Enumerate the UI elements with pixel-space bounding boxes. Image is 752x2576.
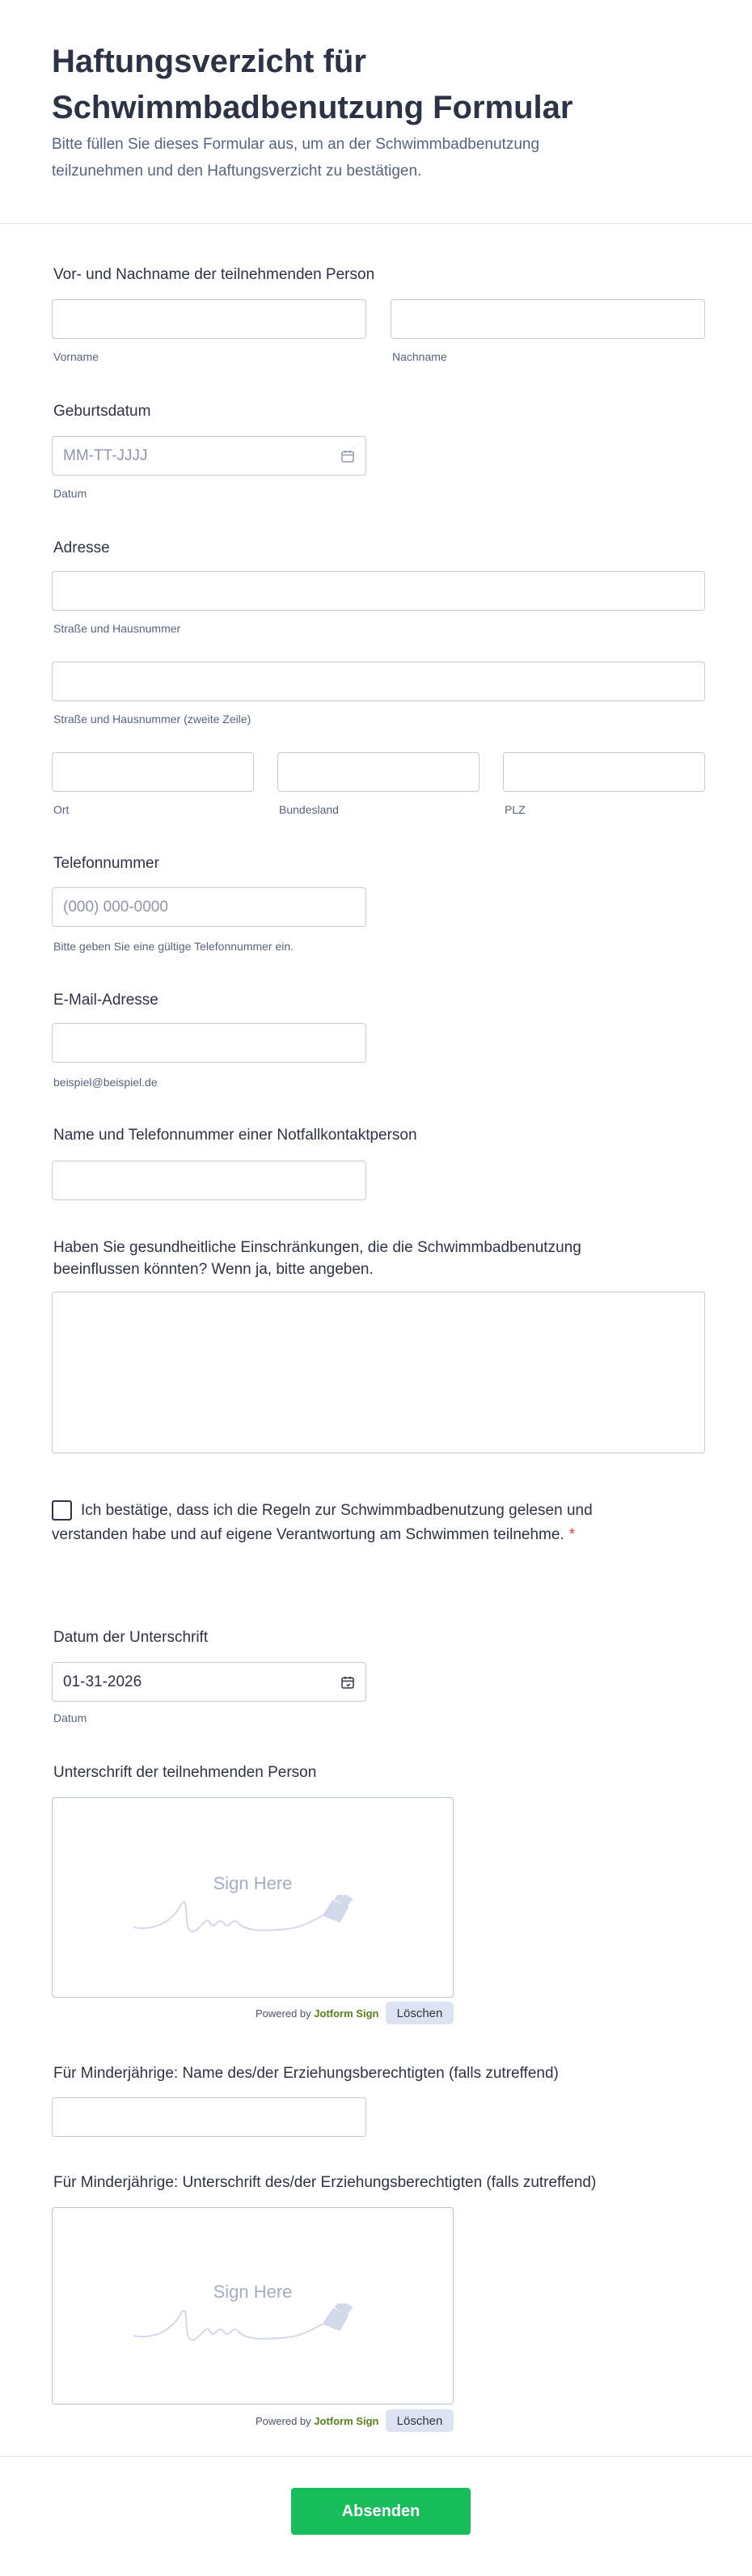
sign-date-input[interactable] [52, 1662, 366, 1702]
header-divider [0, 223, 752, 224]
signature-scribble-icon [133, 2303, 368, 2352]
form-subtitle: Bitte füllen Sie dieses Formular aus, um an der Schwimmbadbenutzung teilzunehmen und den Haftungsverzicht zu bestätigen. [52, 136, 540, 180]
street2-sublabel: Straße und Hausnummer (zweite Zeile) [53, 713, 251, 725]
jotform-sign-link[interactable]: Jotform Sign [314, 2415, 379, 2427]
emergency-input[interactable] [52, 1161, 366, 1200]
street1-sublabel: Straße und Hausnummer [53, 622, 181, 635]
health-textarea[interactable] [52, 1292, 705, 1453]
first-name-input[interactable] [52, 299, 366, 339]
phone-label: Telefonnummer [53, 855, 159, 872]
powered-by-text: Powered by [256, 2415, 311, 2427]
powered-by [256, 2415, 378, 2427]
clear-guardian-signature-button[interactable]: Löschen [386, 2409, 454, 2432]
street1-input[interactable] [52, 571, 705, 611]
sign-here-text: Sign Here [213, 1873, 293, 1893]
state-sublabel: Bundesland [279, 803, 339, 816]
guardian-name-label: Für Minderjährige: Name des/der Erziehungsberechtigten (falls zutreffend) [53, 2065, 559, 2082]
city-input[interactable] [52, 752, 254, 792]
guardian-name-input[interactable] [52, 2097, 366, 2137]
guardian-signature-label: Für Minderjährige: Unterschrift des/der Erziehungsberechtigten (falls zutreffend) [53, 2174, 597, 2191]
birthdate-sublabel: Datum [53, 487, 87, 500]
powered-by-text: Powered by [256, 2007, 311, 2020]
footer-divider [0, 2456, 752, 2457]
consent-text [52, 1499, 634, 1547]
calendar-icon[interactable] [340, 1675, 355, 1690]
guardian-signature-pad[interactable] [52, 2207, 454, 2405]
signature-scribble-icon [133, 1895, 368, 1944]
email-sublabel: beispiel@beispiel.de [53, 1076, 158, 1089]
sign-here-text: Sign Here [213, 2282, 293, 2302]
sign-date-label: Datum der Unterschrift [53, 1629, 209, 1646]
phone-input[interactable] [52, 887, 366, 927]
signature-label: Unterschrift der teilnehmenden Person [53, 1764, 317, 1781]
required-mark: * [568, 1526, 576, 1543]
jotform-sign-link[interactable]: Jotform Sign [314, 2007, 379, 2020]
calendar-icon[interactable] [340, 449, 355, 463]
name-label: Vor- und Nachname der teilnehmenden Person [53, 266, 375, 283]
zip-sublabel: PLZ [505, 803, 526, 816]
email-label: E-Mail-Adresse [53, 992, 158, 1009]
powered-by [256, 2007, 378, 2020]
emergency-label: Name und Telefonnummer einer Notfallkontaktperson [53, 1127, 417, 1144]
city-sublabel: Ort [53, 803, 70, 816]
address-label: Adresse [53, 539, 110, 556]
state-input[interactable] [277, 752, 480, 792]
signature-pad[interactable] [52, 1797, 454, 1998]
health-label: Haben Sie gesundheitliche Einschränkungen, die die Schwimmbadbenutzung beeinflussen könnten? Wenn ja, bitte angeben. [53, 1239, 581, 1278]
last-name-sublabel: Nachname [392, 350, 447, 363]
first-name-sublabel: Vorname [53, 350, 99, 363]
birthdate-input[interactable] [52, 436, 366, 476]
email-input[interactable] [52, 1023, 366, 1063]
phone-placeholder: (000) 000-0000 [63, 898, 168, 916]
clear-signature-button[interactable]: Löschen [386, 2002, 454, 2024]
submit-button[interactable]: Absenden [291, 2488, 471, 2535]
sign-date-sublabel: Datum [53, 1711, 87, 1724]
phone-hint: Bitte geben Sie eine gültige Telefonnummer ein. [53, 940, 294, 953]
birthdate-label: Geburtsdatum [53, 403, 151, 420]
birthdate-placeholder: MM-TT-JJJJ [63, 446, 148, 464]
zip-input[interactable] [503, 752, 705, 792]
form-title: Haftungsverzicht für Schwimmbadbenutzung Formular [52, 44, 573, 125]
last-name-input[interactable] [391, 299, 705, 339]
street2-input[interactable] [52, 662, 705, 701]
sign-date-value: 01-31-2026 [63, 1673, 142, 1690]
consent-label: Ich bestätige, dass ich die Regeln zur Schwimmbadbenutzung gelesen und verstanden habe und auf eigene Verantwortung am Schwimmen teilnehme. [52, 1502, 593, 1543]
